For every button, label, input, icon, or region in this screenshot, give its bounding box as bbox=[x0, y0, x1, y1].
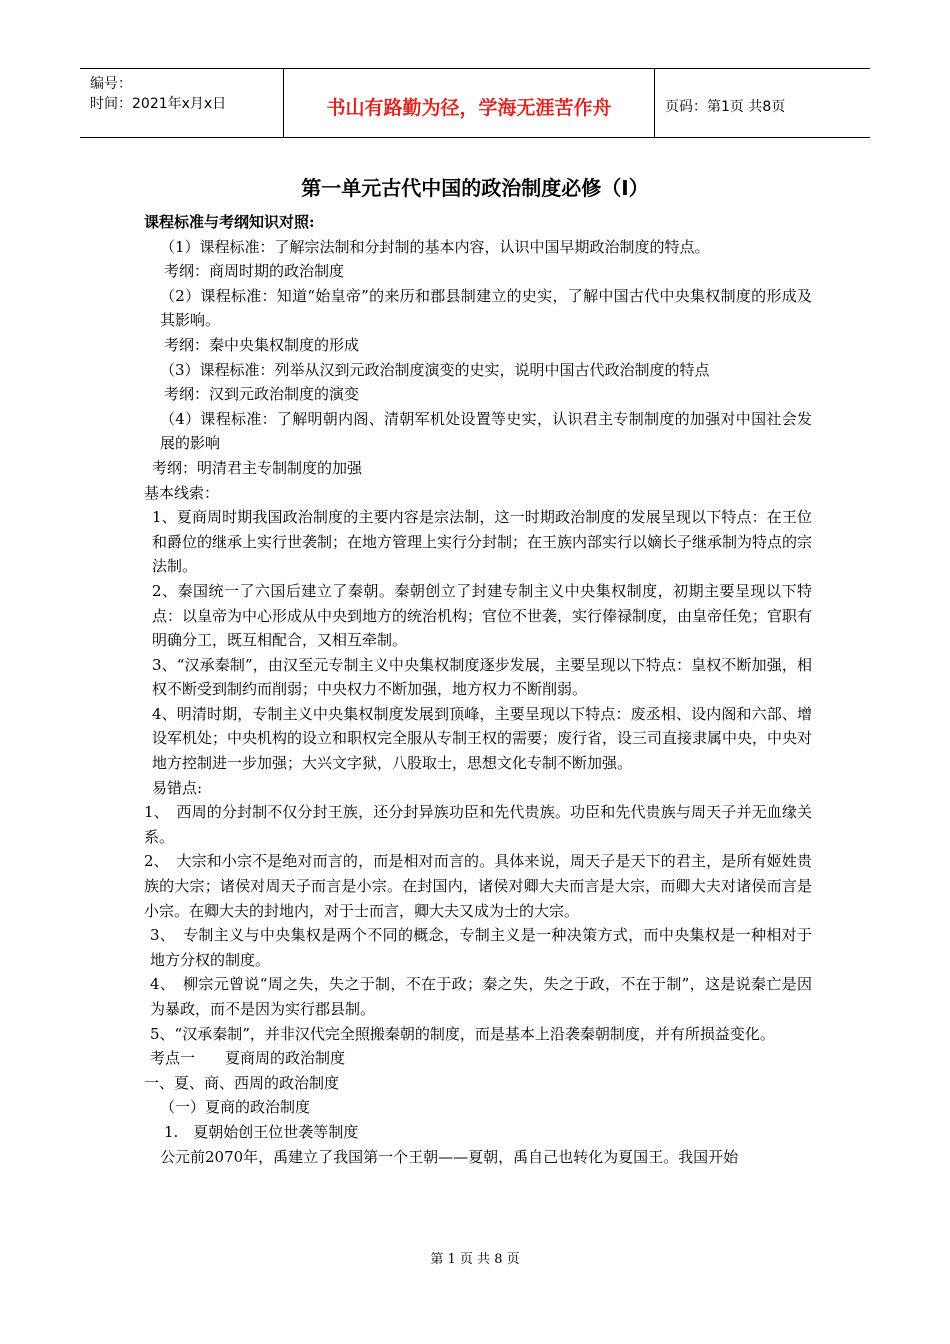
error-point-4: 4、 柳宗元曾说“周之失，失之于制，不在于政；秦之失，失之于政，不在于制”，这是说秦亡是因为暴政，而不是因为实行郡县制。 bbox=[150, 975, 812, 1018]
standard-2: （2）课程标准：知道“始皇帝”的来历和郡县制建立的史实，了解中国古代中央集权制度的形成及其影响。 bbox=[160, 286, 812, 330]
clue-3: 3、“汉承秦制”，由汉至元专制主义中央集权制度逐步发展，主要呈现以下特点：皇权不断加强，相权不断受到制约而削弱；中央权力不断加强，地方权力不断削弱。 bbox=[152, 655, 812, 699]
standard-1: （1）课程标准：了解宗法制和分封制的基本内容，认识中国早期政治制度的特点。 bbox=[160, 237, 710, 256]
error-point-2: 2、 大宗和小宗不是绝对而言的，而是相对而言的。具体来说，周天子是天下的君主，是所有姬姓贵族的大宗；诸侯对周天子而言是小宗。在封国内，诸侯对卿大夫而言是大宗，而卿大夫对诸侯而言是小宗。在卿大夫的封地内，对于士而言，卿大夫又成为士的大宗。 bbox=[144, 852, 812, 920]
header-page-number: 页码：第1页 共8页 bbox=[665, 99, 786, 115]
clue-heading: 基本线索： bbox=[144, 483, 220, 502]
clue-4: 4、明清时期，专制主义中央集权制度发展到顶峰，主要呈现以下特点：废丞相、设内阁和六部、增设军机处；中央机构的设立和职权完全服从专制王权的需要；废行省，设三司直接隶属中央，中央对地方控制进一步加强；大兴文字狱，八股取士，思想文化专制不断加强。 bbox=[152, 704, 813, 773]
body-paragraph-1: 公元前2070年，禹建立了我国第一个王朝——夏朝，禹自己也转化为夏国王。我国开始 bbox=[160, 1147, 739, 1166]
clue-1: 1、夏商周时期我国政治制度的主要内容是宗法制，这一时期政治制度的发展呈现以下特点：在王位和爵位的继承上实行世袭制；在地方管理上实行分封制；在王族内部实行以嫡长子继承制为特点的宗法制。 bbox=[152, 508, 813, 576]
document-time-label: 时间：2021年x月x日 bbox=[90, 96, 227, 112]
document-body bbox=[144, 210, 812, 1169]
exam-outline-4: 考纲：明清君主专制制度的加强 bbox=[152, 458, 363, 477]
document-code-label: 编号： bbox=[90, 76, 132, 92]
exam-point-1-heading: 考点一 夏商周的政治制度 bbox=[150, 1049, 346, 1068]
header-motto-cell bbox=[284, 69, 655, 137]
clue-2: 2、秦国统一了六国后建立了秦朝。秦朝创立了封建专制主义中央集权制度，初期主要呈现以下特点：以皇帝为中心形成从中央到地方的统治机构；官位不世袭，实行俸禄制度，由皇帝任免；官职有明确分工，既互相配合，又相互牵制。 bbox=[152, 581, 813, 650]
header-motto: 书山有路勤为径，学海无涯苦作舟 bbox=[326, 97, 612, 119]
error-points-heading: 易错点: bbox=[152, 778, 203, 797]
subsection-1-heading: （一）夏商的政治制度 bbox=[160, 1098, 311, 1117]
error-point-1: 1、 西周的分封制不仅分封王族，还分封异族功臣和先代贵族。功臣和先代贵族与周天子并无血缘关系。 bbox=[144, 803, 812, 846]
error-point-3: 3、 专制主义与中央集权是两个不同的概念，专制主义是一种决策方式，而中央集权是一种相对于地方分权的制度。 bbox=[150, 926, 812, 969]
section-heading-standards: 课程标准与考纲知识对照: bbox=[144, 213, 315, 231]
exam-outline-3: 考纲：汉到元政治制度的演变 bbox=[164, 385, 360, 404]
standard-4: （4）课程标准：了解明朝内阁、清朝军机处设置等史实，认识君主专制制度的加强对中国社会发展的影响 bbox=[160, 409, 812, 453]
standard-3: （3）课程标准：列举从汉到元政治制度演变的史实，说明中国古代政治制度的特点 bbox=[160, 360, 710, 379]
header-left-cell bbox=[80, 69, 284, 137]
header-page-cell bbox=[655, 69, 870, 137]
exam-outline-1: 考纲：商周时期的政治制度 bbox=[164, 262, 345, 281]
page-header bbox=[80, 68, 870, 138]
exam-outline-2: 考纲：秦中央集权制度的形成 bbox=[164, 335, 360, 354]
item-1-heading: 1. 夏朝始创王位世袭等制度 bbox=[164, 1122, 359, 1141]
document-title: 第一单元古代中国的政治制度必修（Ⅰ） bbox=[301, 176, 649, 200]
error-point-5: 5、“汉承秦制”，并非汉代完全照搬秦朝的制度，而是基本上沿袭秦朝制度，并有所损益变化。 bbox=[150, 1024, 775, 1043]
page-footer: 第 1 页 共 8 页 bbox=[430, 1252, 520, 1267]
section-1-heading: 一、夏、商、西周的政治制度 bbox=[144, 1073, 340, 1092]
